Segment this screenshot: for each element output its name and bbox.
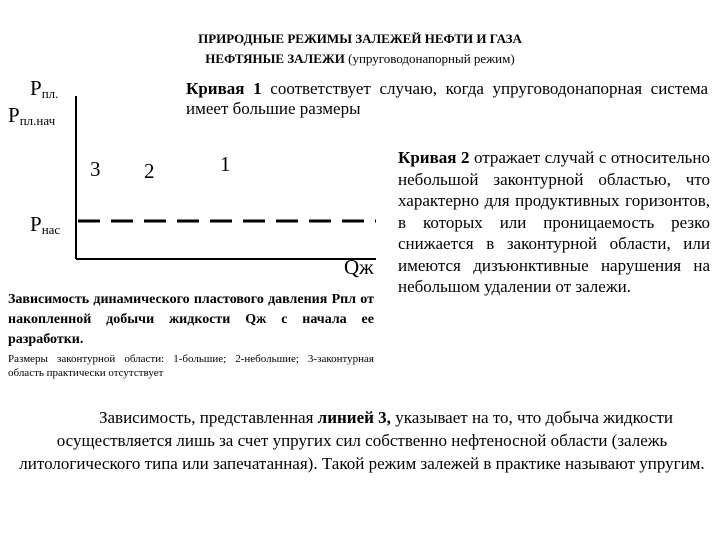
subtitle-main: НЕФТЯНЫЕ ЗАЛЕЖИ — [205, 51, 345, 66]
graph-caption: Зависимость динамического пластового давления Рпл от накопленной добычи жидкости Qж с начала ее разработки. — [8, 292, 374, 347]
curve2-description: Кривая 2 отражает случай с относительно небольшой законтурной областью, что характерно для продуктивных горизонтов, в которых или проницаемость резко снижается в законтурной области, или имеются дизъюнктивные нарушения на небольшом удалении от залежи. — [398, 148, 711, 296]
curve-label-2: 2 — [144, 159, 155, 183]
subtitle-paren: (упруговодонапорный режим) — [348, 51, 515, 66]
curve-label-3: 3 — [90, 157, 101, 181]
curve-label-1: 1 — [220, 152, 231, 176]
y-label-saturation-pressure: $Р_{нас}$ — [30, 212, 61, 237]
graph-note: Размеры законтурной области: 1-большие; 2-небольшие; 3-законтурная область практически отсутствует — [8, 353, 374, 379]
x-label-liquid-production: Qж — [344, 255, 374, 279]
curve1-description: Кривая 1 соответствует случаю, когда упруговодонапорная система имеет большие размеры — [186, 79, 709, 118]
y-label-pressure: $Р_{пл.}$ — [30, 76, 59, 101]
bottom-paragraph: Зависимость, представленная линией 3, указывает на то, что добыча жидкости осуществляется лишь за счет упругих сил собственно нефтеносной области (залежь литологического типа или запечатанная). Такой режим залежей в практике называют упругим. — [19, 408, 705, 473]
y-label-initial-pressure: $Р_{пл.нач}$ — [8, 103, 56, 128]
slide-title: ПРИРОДНЫЕ РЕЖИМЫ ЗАЛЕЖЕЙ НЕФТИ И ГАЗА — [198, 31, 522, 46]
